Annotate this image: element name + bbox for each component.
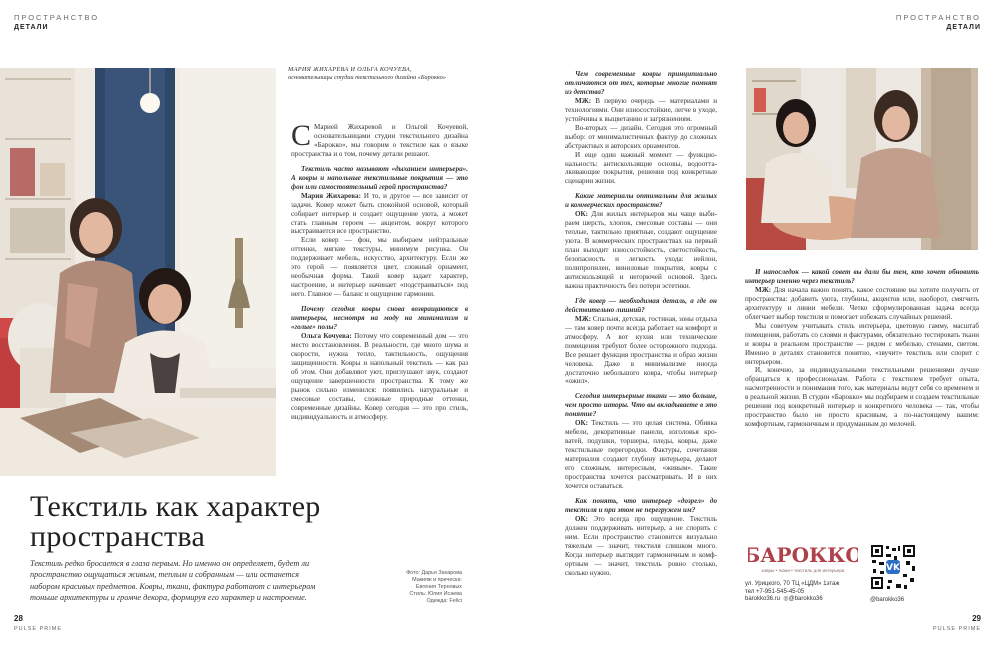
title-line: Текстиль как характер <box>30 490 321 523</box>
speaker-name: ОК: <box>575 210 589 219</box>
section-title: ПРОСТРАНСТВО <box>895 13 981 22</box>
credit-line: Евгения Терновых <box>415 584 462 590</box>
secondary-photo <box>746 68 978 250</box>
byline-role: основательницы студии текстильного дизайна «Барокко» <box>288 73 446 81</box>
contact-address <box>745 581 839 604</box>
answer-text: И, конечно, за индивидуальными текстильными решениями лучше обращаться к профессионалам. Работа с текстилем требует опыта, насмотренности и понимания того, как материалы ведут себя со временем и в реальной жизни. В студии «Барокко» мы подбираем и создаем текстильные решения под конкретный интерьер и конкретного человека — так, чтобы пространство было не просто красивым, а по-настоящему вашим: комфортным, гармоничным и продуманным до мелочей. <box>745 366 979 429</box>
vk-handle <box>870 597 904 603</box>
qr-code-icon <box>870 544 916 590</box>
speaker-name: МЖ: <box>575 314 592 323</box>
page-number-left <box>14 614 62 634</box>
article-column-2 <box>565 70 717 610</box>
answer-text: Спальня, детская, гостиная, зоны отдыха — там ковер почти всегда работает на комфорт и атмосферу. А вот кухня или технические помещения требуют более осторожного подхода. Все решает функция пространства и образ жизни человека. Даже в минимализме иногда достаточно небольшого ковра, чтобы интерьер «ожил». <box>565 314 717 386</box>
speaker-name: ОК: <box>575 514 589 523</box>
instagram-icon: ◎ <box>783 596 789 603</box>
answer-text: Текстиль — это целая система. Обивка мебели, декоративные панели, изголовья кроватей, подушки, торшеры, пледы, ковры, даже текстильные перегородки. Фактуры, сочетания материалов создают глубину интерьера, делают его сложным, интересным, «живым». Такие пространства хочется рассматривать. И в них хочется оставаться. <box>565 419 717 490</box>
answer-text: Потому что современный дом — это место восстановления. В реальности, где много шума и скорости, нужна тепло, тактильность, ощущения защищенности. Ковры и напольный текстиль — как раз об этом. Они добавляют уют, приглушают звук, создают ощущение завершенности пространства. К тому же рынок сильно изменился: появились натуральные и смесовые составы, сложные природные оттенки, современные дизайны. Ковер сегодня — это про стиль, индивидуальность и атмосферу. <box>291 331 468 421</box>
svg-text:VK: VK <box>886 563 900 573</box>
question: Как понять, что интерьер «дозрел» до текстиля и при этом не перегружен им? <box>565 496 717 514</box>
answer-text: В первую очередь — материалами и технологиями. Они износостойкие, легче в уходе, устойчивы к выцветанию и загрязнениям. <box>565 96 717 123</box>
answer-text: Для начала важно понять, какое состояние вы хотите получить от пространства: добавить уюта, глубины, акцентов или, наоборот, смягчить архитектуру и линии мебели. Четко сформулированная задача всегда облегчает выбор текстиля и помогает избежать случайных решений. <box>745 285 979 321</box>
speaker-name: МЖ: <box>575 96 592 105</box>
page-number: 29 <box>972 614 981 623</box>
question: Какие материалы оптимальны для жилых и коммерческих пространств? <box>565 192 717 210</box>
barokko-logo-image <box>748 540 858 580</box>
answer-text: Для жилых интерьеров мы чаще выбираем шерсть, хлопок, смесовые составы — они теплые, тактильно приятные, создают ощущение уюта. В коммерческих пространствах на первый план выходит износостойкость, светостойкость, безопасность и легкость ухода: нейлон, полипропилен, виниловые покрытия, ковры с антискользящей и негорючей основой. Здесь важна практичность без потери эстетики. <box>565 210 717 290</box>
svg-text:БАРОККО: БАРОККО <box>748 543 858 567</box>
credit-line: Одежда: Felici <box>426 598 462 604</box>
speaker-name: ОК: <box>575 419 589 428</box>
instagram-handle[interactable]: @barokko36 <box>788 596 823 603</box>
article-column-1 <box>291 123 468 483</box>
magazine-name: PULSE PRIME <box>14 626 62 632</box>
lead-paragraph: Текстиль редко бросается в глаза первым. Но именно он определяет, будет ли пространство ощущаться живым, теплым и собранным — или останется набором красивых предметов. Ковры, ткани, фактура работают с интерьером тоньше архитектуры и громче декора, формируя его характер и настроение. <box>30 559 316 602</box>
section-label-left <box>14 13 99 33</box>
answer-text: Это всегда про ощущение. Текстиль должен поддерживать интерьер, а не спорить с ним. Если пространство становится визуально тяжелым — значит, текстиля слишком много. Когда интерьер выглядит гармоничным и комфортным — значит, текстиль ровно столько, сколько нужно. <box>565 514 717 577</box>
secondary-photo-image <box>746 68 978 250</box>
credit-line: Макияж и прическа: <box>412 577 462 583</box>
answer-text: Мы советуем учитывать стиль интерьера, цветовую гамму, масштаб помещения, работать со слоями и фактурами, обязательно тестировать ткани и ковры в реальном пространстве — рядом с мебелью, стенами, светом. Именно в деталях становится понятно, «звучит» текстиль или спорит с интерьером. <box>745 321 979 366</box>
magazine-name: PULSE PRIME <box>933 626 981 632</box>
svg-text:ковры • ткани • текстиль для и: ковры • ткани • текстиль для интерьера <box>761 568 845 573</box>
main-photo-image <box>0 68 276 476</box>
intro-text: Марией Жихаревой и Ольгой Кочуевой, основательницами студии текстильного дизайна «Барокко», мы говорим о текстиле как о языке пространства и о том, почему детали решают. <box>291 123 468 158</box>
answer-text: Во-вторых — дизайн. Сегодня это огромный выбор: от минималистичных фактур до сложных абстрактных и авторских орнаментов. <box>565 123 717 150</box>
speaker-name: МЖ: <box>755 285 772 294</box>
credit-line: Фото: Дарья Захарова <box>406 570 462 576</box>
question: Сегодня интерьерные ткани — это больше, чем просто шторы. Что вы вкладываете в это понятие? <box>565 392 717 419</box>
byline <box>288 66 478 81</box>
question: Где ковер — необходимая деталь, а где он действительно лишний? <box>565 296 717 314</box>
credit-line: Стиль: Юлия Исаева <box>409 591 462 597</box>
phone-line: тел +7-951-545-45-05 <box>745 588 805 595</box>
section-subtitle: ДЕТАЛИ <box>14 24 49 31</box>
answer-text: И еще один важный момент — функциональность: антискользящие основы, водоотталкивающие покрытия, решения под конкретные сценарии жизни. <box>565 150 717 186</box>
question: И напоследок — какой совет вы дали бы тем, кто хочет обновить интерьер именно через текстиль? <box>745 268 979 285</box>
section-subtitle: ДЕТАЛИ <box>946 24 981 31</box>
section-label-right <box>896 13 981 33</box>
article-title <box>30 492 321 552</box>
site-line <box>745 596 839 604</box>
address-line: ул. Урицкого, 70 ТЦ «ЦДМ» 1этаж <box>745 581 840 587</box>
question: Почему сегодня ковры снова возвращаются в интерьеры, несмотря на моду на минимализм и «голые» полы? <box>291 305 468 332</box>
photo-credits <box>368 570 462 605</box>
article-column-3 <box>745 268 979 536</box>
dropcap: С <box>291 123 312 152</box>
main-photo <box>0 68 276 476</box>
byline-names: МАРИЯ ЖИХАРЕВА И ОЛЬГА КОЧУЕВА, <box>288 66 412 73</box>
speaker-name: Мария Жихарева: <box>301 191 361 200</box>
page-number-right <box>933 614 981 634</box>
title-line: пространства <box>30 520 206 553</box>
speaker-name: Ольга Кочуева: <box>301 331 352 340</box>
barokko-logo <box>748 540 858 580</box>
page-number: 28 <box>14 614 23 623</box>
section-title: ПРОСТРАНСТВО <box>14 13 100 22</box>
answer-text: И то, и другое — все зависит от задачи. Ковер может быть спокойной основой, который собирает интерьер и создает ощущение уюта, а может стать главным героем — акцентом, вокруг которого выстраивается все пространство. <box>291 191 468 236</box>
qr-code[interactable] <box>870 544 916 590</box>
question: Текстиль часто называют «дыханием интерьера». А ковры и напольные текстильные покрытия — это фон или самостоятельный герой пространства? <box>291 164 468 191</box>
answer-text: Если ковер — фон, мы выбираем нейтральные оттенки, мягкие текстуры, минимум рисунка. Он поддерживает мебель, искусство, архитектуру. Если же это герой — появляется цвет, сложный орнамент, необычная форма. Такой ковер задает характер, настроение, и интерьер начинает «подстраиваться» под него. Главное — баланс и ощущение гармонии. <box>291 236 468 299</box>
vk-handle-text[interactable]: @barokko36 <box>870 597 905 603</box>
site-link[interactable]: barokko36.ru <box>745 596 781 603</box>
question: Чем современные ковры принципиально отличаются от тех, которые многие помнят из детства? <box>565 70 717 96</box>
